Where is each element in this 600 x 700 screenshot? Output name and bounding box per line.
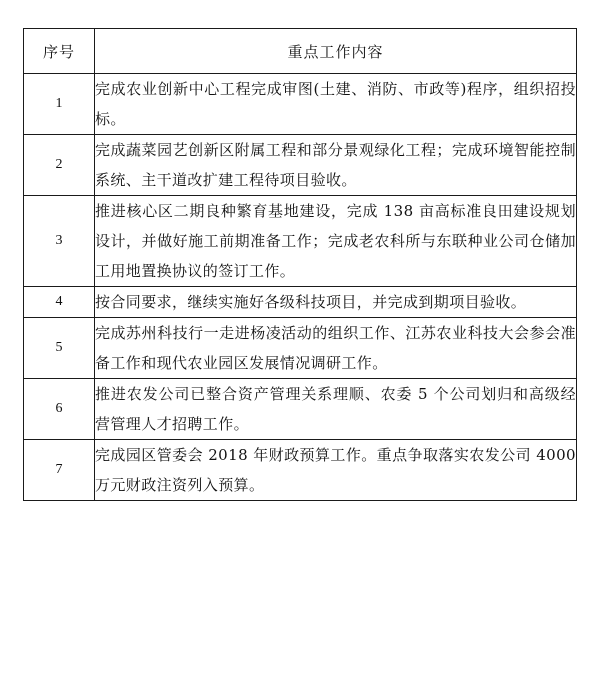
row-number: 5 — [24, 318, 95, 379]
table-row — [24, 440, 577, 501]
table-row — [24, 196, 577, 287]
row-number: 2 — [24, 135, 95, 196]
row-content: 按合同要求，继续实施好各级科技项目，并完成到期项目验收。 — [95, 287, 577, 318]
row-content: 完成蔬菜园艺创新区附属工程和部分景观绿化工程；完成环境智能控制系统、主干道改扩建工程待项目验收。 — [95, 135, 577, 196]
table-row — [24, 74, 577, 135]
row-number: 7 — [24, 440, 95, 501]
table-body — [24, 74, 577, 501]
table-row — [24, 379, 577, 440]
table-row — [24, 135, 577, 196]
header-content: 重点工作内容 — [95, 29, 577, 74]
header-no: 序号 — [24, 29, 95, 74]
row-number: 1 — [24, 74, 95, 135]
row-content: 完成农业创新中心工程完成审图(土建、消防、市政等)程序，组织招投标。 — [95, 74, 577, 135]
row-content: 推进农发公司已整合资产管理关系理顺、农委 5 个公司划归和高级经营管理人才招聘工作。 — [95, 379, 577, 440]
work-table — [23, 28, 577, 501]
row-number: 4 — [24, 287, 95, 318]
table-row — [24, 287, 577, 318]
row-content: 推进核心区二期良种繁育基地建设，完成 138 亩高标准良田建设规划设计，并做好施工前期准备工作；完成老农科所与东联种业公司仓储加工用地置换协议的签订工作。 — [95, 196, 577, 287]
table-row — [24, 318, 577, 379]
row-content: 完成园区管委会 2018 年财政预算工作。重点争取落实农发公司 4000 万元财政注资列入预算。 — [95, 440, 577, 501]
table-header — [24, 29, 577, 74]
row-number: 6 — [24, 379, 95, 440]
row-content: 完成苏州科技行一走进杨凌活动的组织工作、江苏农业科技大会参会准备工作和现代农业园区发展情况调研工作。 — [95, 318, 577, 379]
header-row — [24, 29, 577, 74]
row-number: 3 — [24, 196, 95, 287]
